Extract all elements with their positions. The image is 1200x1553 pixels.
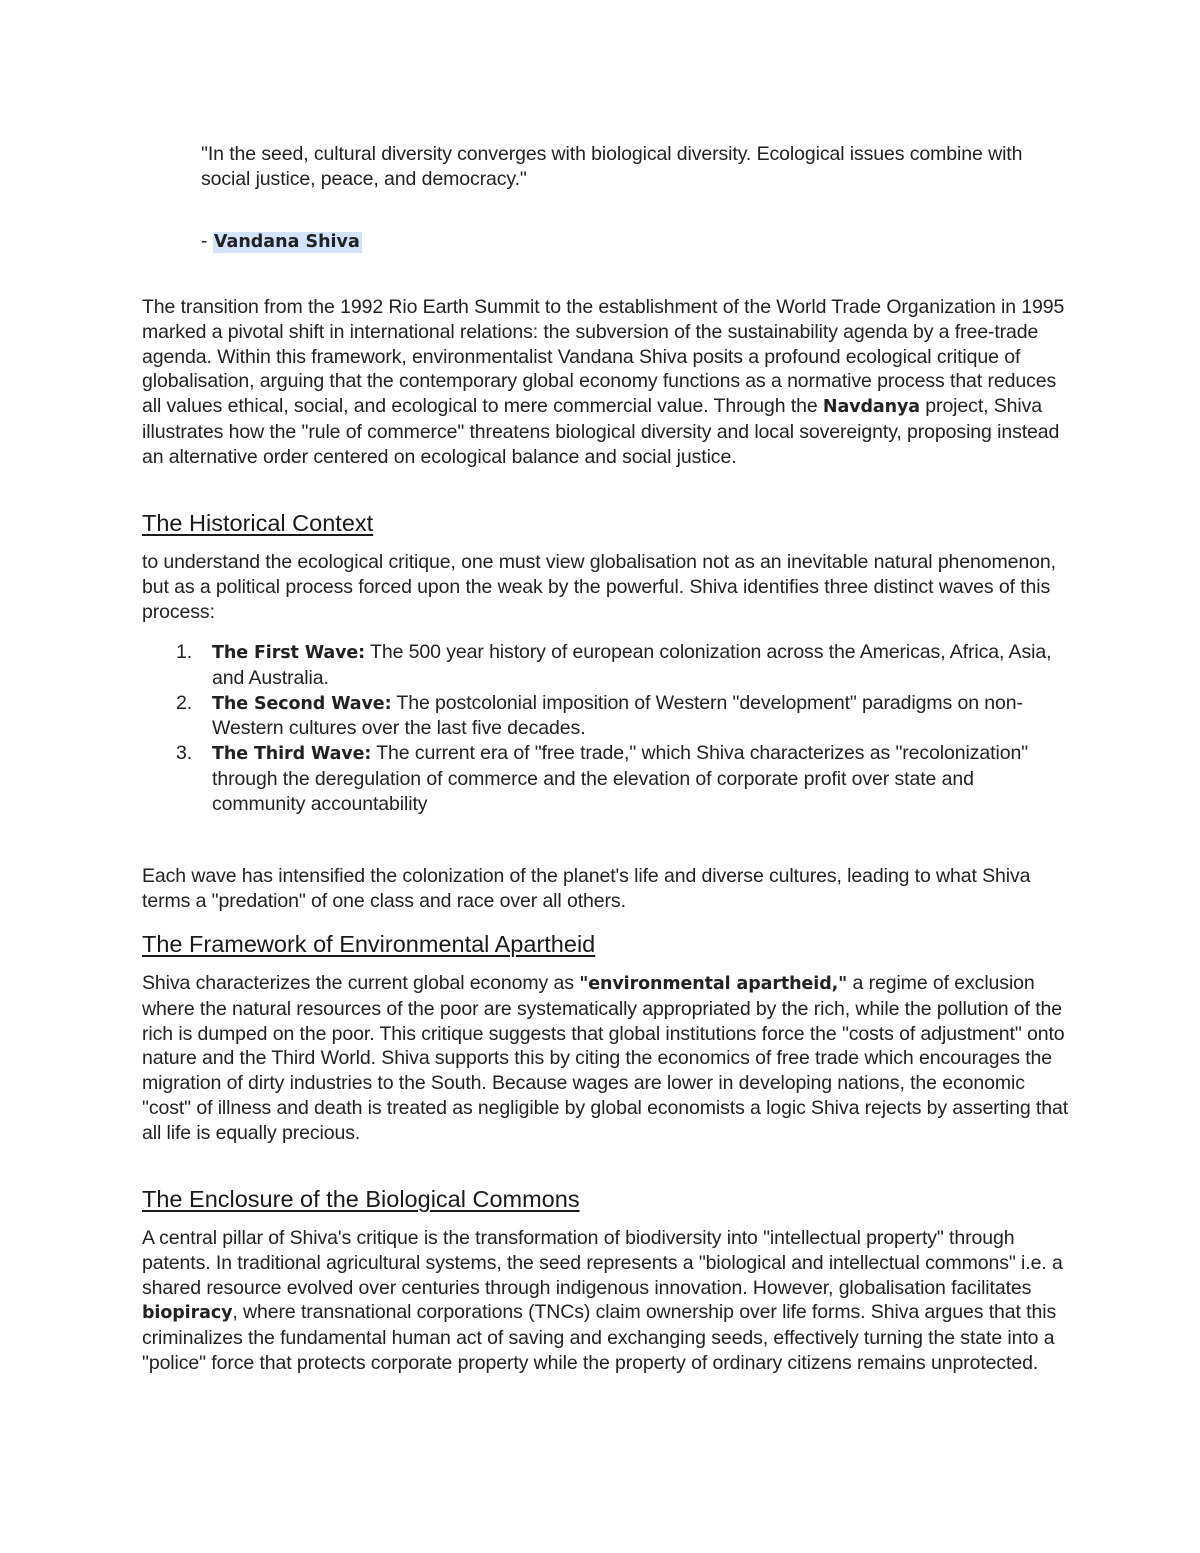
apartheid-text-2: a regime of exclusion where the natural resources of the poor are systematically appropriated by the rich, while the pollution of the rich is dumped on the poor. This critique suggests that global institutions force the "costs of adjustment" onto nature and the Third World. Shiva supports this by citing the economics of free trade which encourages the migration of dirty industries to the South. Because wages are lower in developing nations, the economic "cost" of illness and death is treated as negligible by global economists a logic Shiva rejects by asserting that all life is equally precious. — [142, 972, 1069, 1144]
waves-list — [142, 640, 1072, 817]
historical-context-intro: to understand the ecological critique, one must view globalisation not as an inevitable natural phenomenon, but as a political process forced upon the weak by the powerful. Shiva identifies three distinct waves of this process: — [142, 551, 1056, 623]
attribution-dash: - — [201, 230, 213, 252]
intro-text-1: The transition from the 1992 Rio Earth Summit to the establishment of the World Trade Organization in 1995 marked a pivotal shift in international relations: the subversion of the sustainability agenda by a free-trade agenda. Within this framework, environmentalist Vandana Shiva posits a profound ecological critique of globalisation, arguing that the contemporary global economy functions as a normative process that reduces all values ethical, social, and ecological to mere commercial value. Through the — [142, 296, 1065, 418]
list-item-text: The 500 year history of european colonization across the Americas, Africa, Asia, and Australia. — [212, 641, 1052, 689]
list-item — [142, 741, 1072, 816]
apartheid-bold-term: "environmental apartheid," — [579, 974, 848, 994]
heading-biological-commons: The Enclosure of the Biological Commons — [142, 1186, 580, 1212]
quote-attribution — [201, 229, 362, 255]
apartheid-text-1: Shiva characterizes the current global economy as — [142, 972, 580, 994]
commons-text-2: , where transnational corporations (TNCs) claim ownership over life forms. Shiva argues that this criminalizes the fundamental human act of saving and exchanging seeds, effectively turning the state into a "police" force that protects corporate property while the property of ordinary citizens remains unprotected. — [142, 1301, 1057, 1374]
environmental-apartheid-paragraph — [142, 971, 1072, 1146]
biological-commons-paragraph — [142, 1226, 1072, 1376]
intro-text-2: project, Shiva illustrates how the "rule of commerce" threatens biological diversity and local sovereignty, proposing instead an alternative order centered on ecological balance and social justice. — [142, 395, 1060, 468]
intro-bold-navdanya: Navdanya — [822, 397, 920, 418]
list-item-label: The Second Wave: — [212, 693, 392, 714]
list-item — [142, 691, 1072, 742]
list-item-text: The postcolonial imposition of Western "development" paradigms on non-Western cultures over the last five decades. — [212, 691, 1023, 740]
quote-text: "In the seed, cultural diversity converges with biological diversity. Ecological issues combine with social justice, peace, and democracy." — [201, 143, 1023, 190]
list-item-label: The First Wave: — [212, 643, 366, 663]
historical-context-closing: Each wave has intensified the colonization of the planet's life and diverse cultures, leading to what Shiva terms a "predation" of one class and race over all others. — [142, 865, 1031, 912]
list-item-number: 2. — [176, 691, 193, 714]
list-item-number: 1. — [176, 641, 193, 663]
list-item-label: The Third Wave: — [212, 744, 372, 765]
intro-paragraph — [142, 295, 1072, 470]
epigraph-quote — [201, 142, 1031, 192]
commons-text-1: A central pillar of Shiva's critique is the transformation of biodiversity into "intellectual property" through patents. In traditional agricultural systems, the seed represents a "biological and intellectual commons" i.e. a shared resource evolved over centuries through indigenous innovation. However, globalisation facilitates — [142, 1227, 1063, 1299]
heading-environmental-apartheid: The Framework of Environmental Apartheid — [142, 931, 596, 957]
heading-historical-context: The Historical Context — [142, 510, 374, 536]
list-item — [142, 640, 1072, 691]
list-item-number: 3. — [176, 742, 193, 765]
quote-author[interactable]: Vandana Shiva — [213, 232, 360, 252]
list-item-text: The current era of "free trade," which Shiva characterizes as "recolonization" through the deregulation of commerce and the elevation of corporate profit over state and community accountability — [212, 742, 1029, 815]
commons-bold-biopiracy: biopiracy — [142, 1303, 233, 1324]
